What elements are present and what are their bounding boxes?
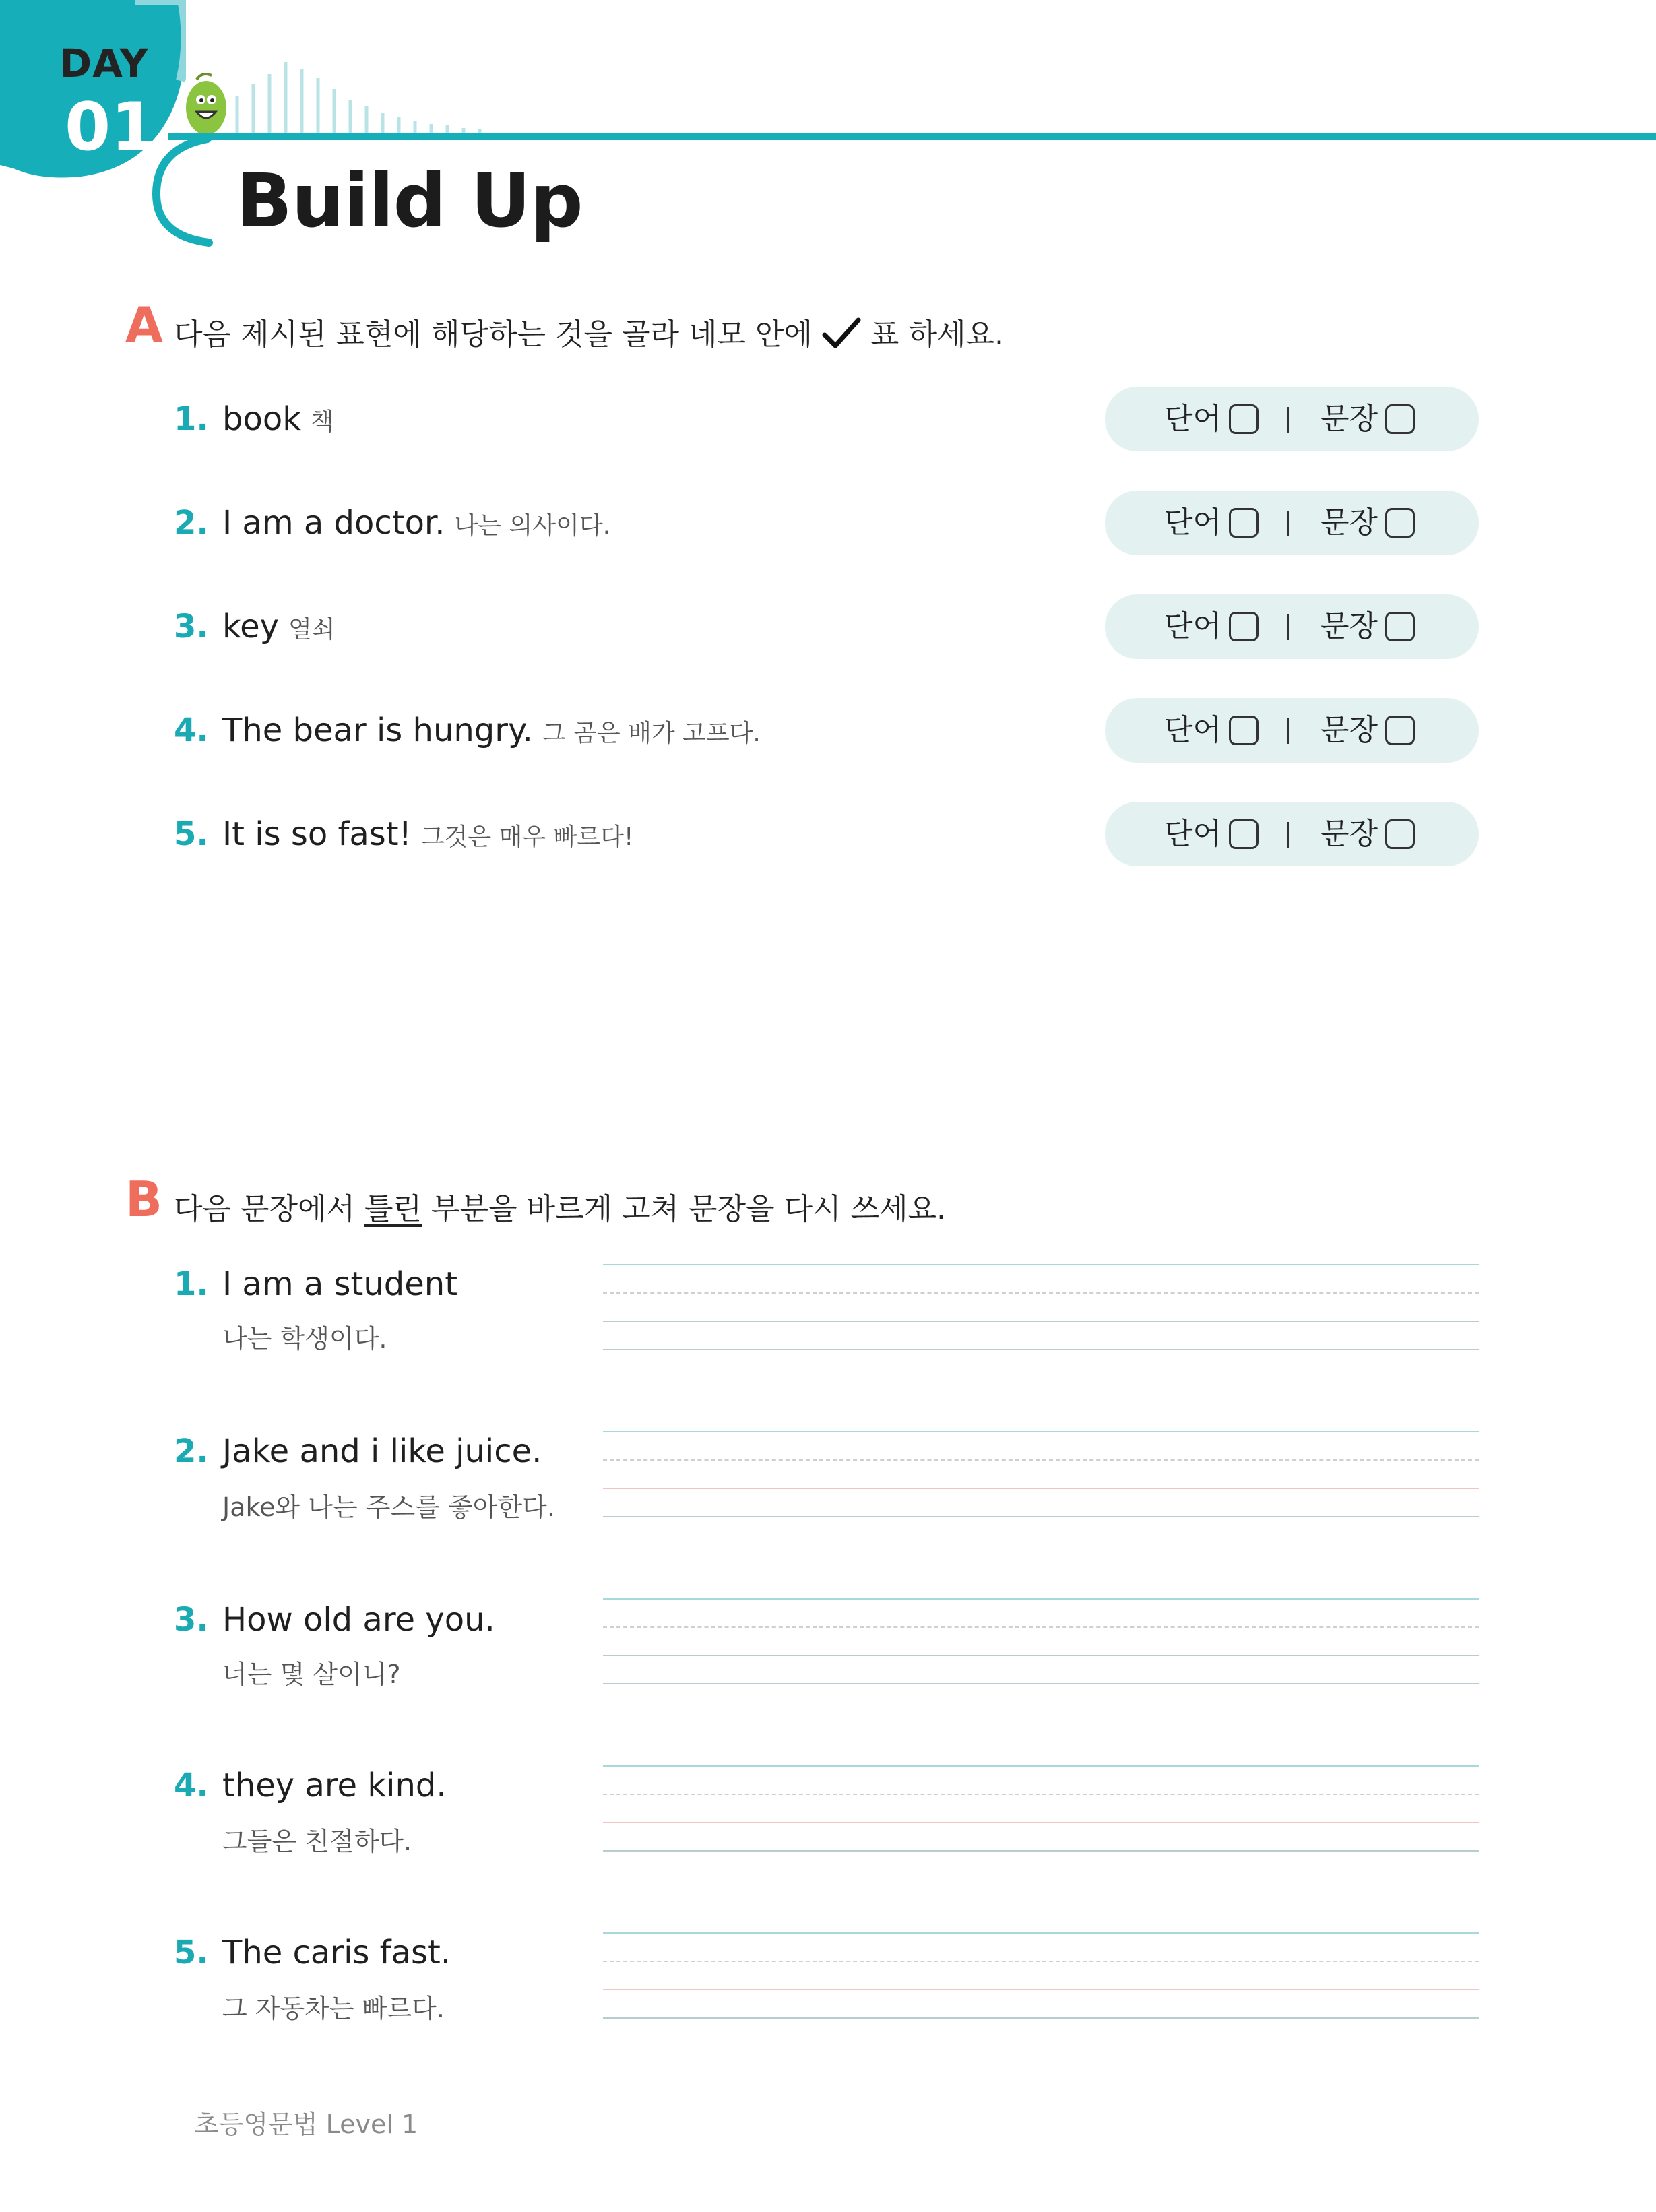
item-korean: 그들은 친절하다. [222,1827,412,1856]
section-a-instruction [174,310,1004,353]
word-checkbox[interactable] [1229,819,1259,849]
section-a-instruction-tail: 표 하세요. [870,317,1004,352]
item-number: 2. [174,504,209,542]
section-b-instruction-underlined: 틀린 [364,1192,422,1226]
section-a-instruction-text: 다음 제시된 표현에 해당하는 것을 골라 네모 안에 [174,317,813,352]
option-sentence-label: 문장 [1320,505,1378,540]
option-sentence-label: 문장 [1320,402,1378,436]
section-b-instruction-tail: 부분을 바르게 고쳐 문장을 다시 쓰세요. [431,1192,947,1226]
pill-separator [1287,511,1289,536]
word-checkbox[interactable] [1229,716,1259,745]
item-number: 2. [174,1432,209,1470]
item-number: 5. [174,815,209,853]
word-checkbox[interactable] [1229,612,1259,641]
item-text [222,703,761,757]
title-bracket-decoration [147,135,221,249]
item-english: How old are you. [222,1601,495,1639]
page-footer: 초등영문법 Level 1 [194,2110,418,2139]
option-word-label: 단어 [1164,713,1222,747]
item-number: 3. [174,1601,209,1639]
item-text [222,807,633,861]
pill-separator [1287,407,1289,433]
item-korean: 그 자동차는 빠르다. [222,1994,445,2023]
header-rule [168,133,1656,140]
option-word-label: 단어 [1164,817,1222,851]
option-word-label: 단어 [1164,505,1222,540]
page-title: Build Up [236,158,583,244]
item-number: 1. [174,1265,209,1303]
option-word-label: 단어 [1164,402,1222,436]
item-text [222,496,610,550]
day-number: 01 [65,89,157,166]
option-sentence-label: 문장 [1320,817,1378,851]
sound-bars-decoration [229,58,499,136]
check-icon [822,317,861,350]
item-number: 5. [174,1934,209,1971]
pill-separator [1287,822,1289,848]
word-checkbox[interactable] [1229,508,1259,538]
option-sentence-label: 문장 [1320,609,1378,643]
section-b-instruction-text: 다음 문장에서 [174,1192,356,1226]
mascot-icon [182,70,229,137]
item-korean: 열쇠 [288,616,336,643]
item-korean: 그 곰은 배가 고프다. [542,720,761,747]
day-label: DAY [59,40,149,86]
item-english: they are kind. [222,1767,447,1804]
item-text [222,392,334,446]
item-korean: Jake와 나는 주스를 좋아한다. [222,1492,555,1522]
pill-separator [1287,614,1289,640]
sentence-checkbox[interactable] [1385,612,1415,641]
word-checkbox[interactable] [1229,404,1259,434]
item-english: book [222,400,301,438]
answer-pill [1105,802,1479,866]
answer-pill [1105,594,1479,659]
answer-pill [1105,387,1479,451]
item-number: 1. [174,400,209,438]
item-english: The bear is hungry. [222,712,533,749]
answer-pill [1105,698,1479,763]
pill-separator [1287,718,1289,744]
item-korean: 그것은 매우 빠르다! [420,823,634,851]
item-english: The caris fast. [222,1934,451,1971]
item-english: Jake and i like juice. [222,1432,542,1470]
item-number: 4. [174,1767,209,1804]
item-korean: 책 [311,408,334,436]
item-text [222,600,336,654]
answer-pill [1105,491,1479,555]
section-b-letter: B [125,1171,162,1228]
sentence-checkbox[interactable] [1385,508,1415,538]
option-sentence-label: 문장 [1320,713,1378,747]
item-korean: 나는 학생이다. [222,1324,387,1354]
sentence-checkbox[interactable] [1385,716,1415,745]
sentence-checkbox[interactable] [1385,404,1415,434]
sentence-checkbox[interactable] [1385,819,1415,849]
item-number: 3. [174,608,209,645]
item-number: 4. [174,712,209,749]
item-english: key [222,608,280,645]
section-b-instruction [174,1184,946,1228]
item-english: I am a student [222,1265,458,1303]
item-korean: 너는 몇 살이니? [222,1660,401,1689]
item-korean: 나는 의사이다. [454,512,611,540]
item-english: It is so fast! [222,815,412,853]
item-english: I am a doctor. [222,504,445,542]
section-a-letter: A [125,296,163,353]
option-word-label: 단어 [1164,609,1222,643]
